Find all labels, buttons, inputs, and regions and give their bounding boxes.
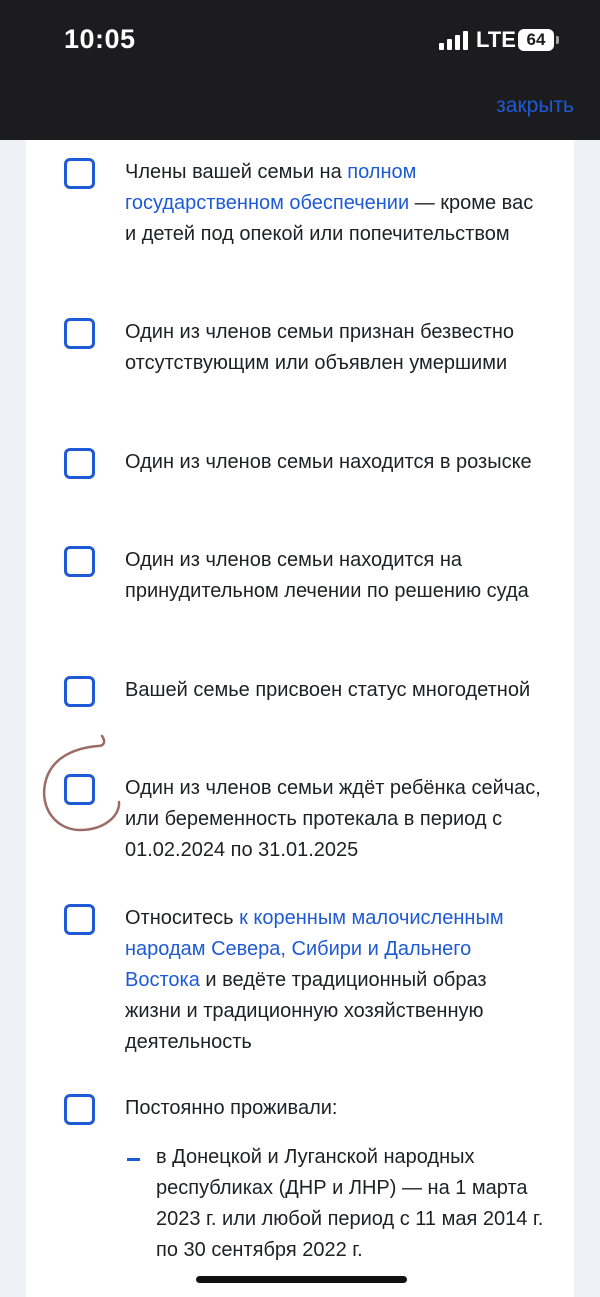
option-state-support[interactable]	[26, 140, 574, 300]
checkbox[interactable]	[64, 774, 95, 805]
checkbox[interactable]	[64, 1094, 95, 1125]
indigenous-peoples-link[interactable]: к коренным малочисленным народам Севера, Сибири и Дальнего Востока	[125, 907, 504, 991]
battery-icon	[518, 29, 554, 51]
option-label: Вашей семье присвоен статус многодетной	[125, 679, 531, 701]
network-type: LTE	[476, 27, 516, 52]
option-label	[125, 157, 545, 250]
option-text: Относитесь	[125, 907, 240, 929]
option-compulsory-treatment[interactable]	[26, 528, 574, 658]
option-label: Один из членов семьи ждёт ребёнка сейчас, или беременность протекала в период с 01.02.2024 по 31.01.2025	[125, 777, 541, 861]
status-time: 10:05	[64, 24, 136, 54]
checkbox[interactable]	[64, 546, 95, 577]
option-label: Один из членов семьи признан безвестно отсутствующим или объявлен умершими	[125, 321, 515, 374]
option-indigenous-peoples[interactable]	[26, 886, 574, 1076]
checkbox[interactable]	[64, 676, 95, 707]
battery-level: 64	[526, 30, 546, 49]
option-large-family[interactable]	[26, 658, 574, 756]
dash-bullet-icon	[127, 1158, 140, 1161]
checkbox[interactable]	[64, 904, 95, 935]
close-button[interactable]: закрыть	[496, 94, 574, 117]
cellular-signal-icon	[439, 30, 469, 50]
option-wanted[interactable]	[26, 430, 574, 528]
option-text: Члены вашей семьи на	[125, 161, 348, 183]
checkbox[interactable]	[64, 158, 95, 189]
options-card	[26, 140, 574, 1297]
option-label: Один из членов семьи находится на принудительном лечении по решению суда	[125, 549, 529, 602]
sub-list-item: в Донецкой и Луганской народных республиках (ДНР и ЛНР) — на 1 марта 2023 г. или любой период с 11 мая 2014 г. по 30 сентября 2022 г.	[156, 1146, 544, 1261]
residence-sub-list	[125, 1142, 545, 1297]
status-bar	[0, 0, 600, 140]
option-label: Постоянно проживали:	[125, 1097, 338, 1119]
option-text: — кроме вас и детей под опекой или попечительством	[125, 192, 534, 245]
option-pregnancy[interactable]	[26, 756, 574, 886]
checkbox[interactable]	[64, 448, 95, 479]
home-indicator[interactable]	[196, 1276, 407, 1283]
option-label: Один из членов семьи находится в розыске	[125, 451, 532, 473]
option-label	[125, 903, 545, 1058]
option-text: и ведёте традиционный образ жизни и традиционную хозяйственную деятельность	[125, 969, 487, 1053]
state-support-link[interactable]: полном государственном обеспечении	[125, 161, 417, 214]
checkbox[interactable]	[64, 318, 95, 349]
option-missing-deceased[interactable]	[26, 300, 574, 430]
option-permanent-residence[interactable]	[26, 1076, 574, 1297]
battery-tip	[556, 36, 559, 44]
